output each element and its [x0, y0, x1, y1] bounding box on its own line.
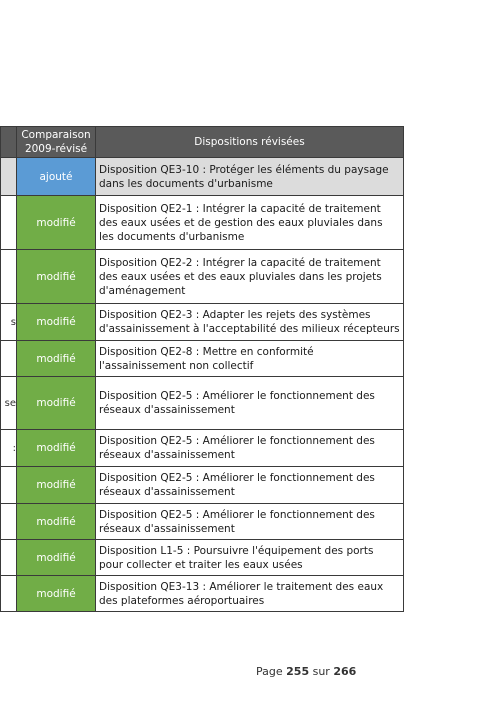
header-comparison: Comparaison 2009-révisé [17, 127, 96, 158]
disposition-text: Disposition QE2-5 : Améliorer le fonctionnement des réseaux d'assainissement [96, 377, 404, 430]
status-badge: modifié [17, 430, 96, 467]
disposition-text: Disposition QE2-1 : Intégrer la capacité de traitement des eaux usées et de gestion des eaux pluviales dans les documents d'urbanisme [96, 196, 404, 250]
page-word: Page [256, 665, 283, 678]
status-badge: modifié [17, 341, 96, 377]
disposition-text: Disposition QE2-8 : Mettre en conformité l'assainissement non collectif [96, 341, 404, 377]
page-footer [256, 665, 356, 678]
status-badge: modifié [17, 540, 96, 576]
table-row [1, 377, 404, 430]
status-badge: modifié [17, 377, 96, 430]
header-left-cell [1, 127, 17, 158]
disposition-text: Disposition QE2-5 : Améliorer le fonctionnement des réseaux d'assainissement [96, 504, 404, 540]
current-page-number: 255 [286, 665, 310, 678]
header-dispositions: Dispositions révisées [96, 127, 404, 158]
dispositions-table [0, 126, 404, 612]
disposition-text: Disposition QE3-13 : Améliorer le traitement des eaux des plateformes aéroportuaires [96, 576, 404, 612]
table-row [1, 467, 404, 504]
status-badge: modifié [17, 196, 96, 250]
table-row [1, 504, 404, 540]
table-row [1, 341, 404, 377]
disposition-text: Disposition QE2-5 : Améliorer le fonctionnement des réseaux d'assainissement [96, 430, 404, 467]
disposition-text: Disposition QE2-5 : Améliorer le fonctionnement des réseaux d'assainissement [96, 467, 404, 504]
status-badge: modifié [17, 504, 96, 540]
status-badge: ajouté [17, 158, 96, 196]
table-row [1, 250, 404, 304]
row-left-text: s [1, 304, 17, 341]
disposition-text: Disposition QE2-2 : Intégrer la capacité de traitement des eaux usées et des eaux pluviales dans les projets d'aménagement [96, 250, 404, 304]
table-row [1, 540, 404, 576]
disposition-text: Disposition QE2-3 : Adapter les rejets des systèmes d'assainissement à l'acceptabilité des milieux récepteurs [96, 304, 404, 341]
row-left-text [1, 540, 17, 576]
status-badge: modifié [17, 304, 96, 341]
table-row [1, 304, 404, 341]
row-left-text [1, 341, 17, 377]
row-left-text: se [1, 377, 17, 430]
table-row [1, 576, 404, 612]
row-left-text [1, 158, 17, 196]
table-row [1, 158, 404, 196]
of-word: sur [312, 665, 330, 678]
row-left-text [1, 250, 17, 304]
row-left-text [1, 467, 17, 504]
row-left-text [1, 504, 17, 540]
table-header-row [1, 127, 404, 158]
total-pages-number: 266 [333, 665, 357, 678]
table-row [1, 196, 404, 250]
status-badge: modifié [17, 250, 96, 304]
status-badge: modifié [17, 576, 96, 612]
row-left-text [1, 196, 17, 250]
table-row [1, 430, 404, 467]
disposition-text: Disposition QE3-10 : Protéger les éléments du paysage dans les documents d'urbanisme [96, 158, 404, 196]
disposition-text: Disposition L1-5 : Poursuivre l'équipement des ports pour collecter et traiter les eaux usées [96, 540, 404, 576]
row-left-text: : [1, 430, 17, 467]
status-badge: modifié [17, 467, 96, 504]
row-left-text [1, 576, 17, 612]
